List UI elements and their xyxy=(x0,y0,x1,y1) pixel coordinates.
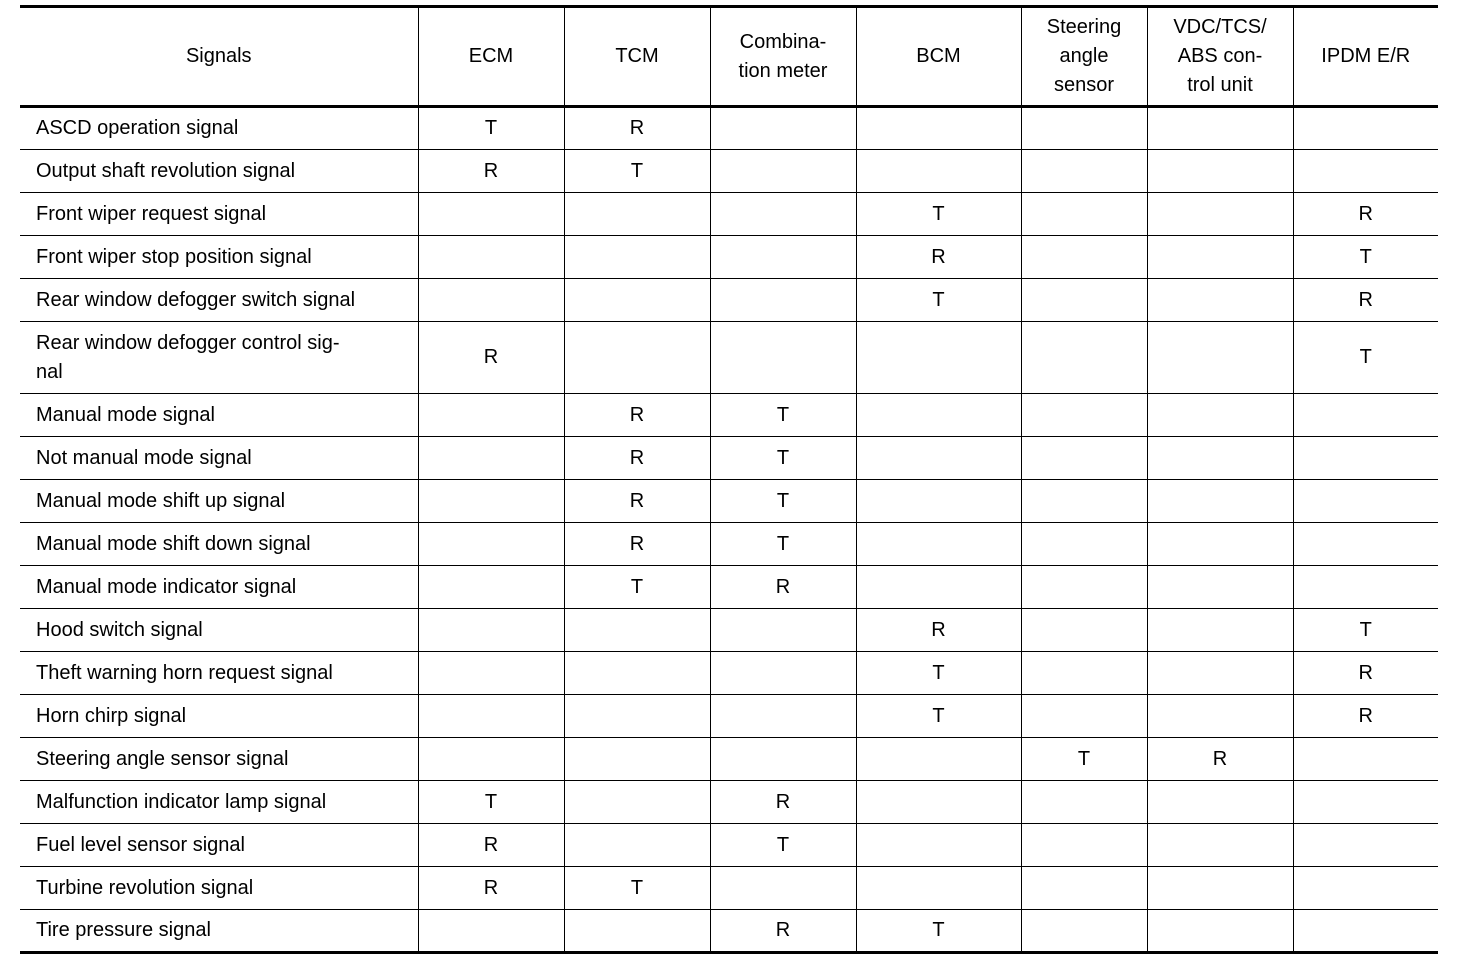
signal-cell: R xyxy=(1293,652,1438,695)
signal-cell xyxy=(418,910,564,953)
signal-cell xyxy=(1147,322,1293,394)
table-row xyxy=(20,480,1438,523)
signal-cell xyxy=(856,107,1021,150)
signal-cell xyxy=(710,193,856,236)
signal-cell xyxy=(856,738,1021,781)
column-header: ECM xyxy=(418,7,564,107)
header-row xyxy=(20,7,1438,107)
table-row xyxy=(20,824,1438,867)
signal-cell: T xyxy=(856,652,1021,695)
signal-cell xyxy=(1021,236,1147,279)
signal-cell xyxy=(1147,279,1293,322)
table-row xyxy=(20,107,1438,150)
signal-cell xyxy=(1021,824,1147,867)
signal-cell xyxy=(1293,437,1438,480)
signal-cell: R xyxy=(564,437,710,480)
table-row xyxy=(20,394,1438,437)
signal-cell xyxy=(856,824,1021,867)
signal-cell: R xyxy=(418,150,564,193)
signal-cell: R xyxy=(710,566,856,609)
signal-cell: R xyxy=(1293,695,1438,738)
signal-name: Tire pressure signal xyxy=(20,910,418,953)
table-row xyxy=(20,236,1438,279)
signal-cell: T xyxy=(710,523,856,566)
signal-cell xyxy=(1021,652,1147,695)
signal-cell: R xyxy=(856,609,1021,652)
signal-cell xyxy=(1021,695,1147,738)
signal-cell xyxy=(564,322,710,394)
signal-name: Horn chirp signal xyxy=(20,695,418,738)
signal-cell xyxy=(1293,150,1438,193)
signal-cell: T xyxy=(710,480,856,523)
signal-cell: T xyxy=(564,867,710,910)
signal-cell xyxy=(1147,566,1293,609)
signal-name: Manual mode indicator signal xyxy=(20,566,418,609)
signal-cell: T xyxy=(564,566,710,609)
signal-cell xyxy=(1293,867,1438,910)
signal-cell xyxy=(1147,824,1293,867)
signal-cell xyxy=(418,394,564,437)
signal-cell xyxy=(710,867,856,910)
signal-cell xyxy=(564,824,710,867)
signal-cell: R xyxy=(418,867,564,910)
signal-cell: R xyxy=(1293,279,1438,322)
table-header xyxy=(20,7,1438,107)
table-row xyxy=(20,193,1438,236)
signal-name: ASCD operation signal xyxy=(20,107,418,150)
signal-cell xyxy=(418,523,564,566)
signal-cell xyxy=(856,394,1021,437)
column-header-signals: Signals xyxy=(20,7,418,107)
signal-cell xyxy=(856,437,1021,480)
signal-cell xyxy=(564,738,710,781)
signal-cell: R xyxy=(564,523,710,566)
signal-name: Theft warning horn request signal xyxy=(20,652,418,695)
signal-cell xyxy=(418,695,564,738)
signal-cell: R xyxy=(710,781,856,824)
signal-cell xyxy=(564,279,710,322)
signal-cell xyxy=(1021,523,1147,566)
signal-cell xyxy=(1147,781,1293,824)
signal-cell: T xyxy=(1293,322,1438,394)
column-header: Combina- tion meter xyxy=(710,7,856,107)
signal-cell: T xyxy=(710,824,856,867)
signal-cell xyxy=(418,609,564,652)
signal-cell xyxy=(856,566,1021,609)
signal-cell xyxy=(1147,910,1293,953)
signal-cell: T xyxy=(856,193,1021,236)
signal-name: Not manual mode signal xyxy=(20,437,418,480)
signal-cell xyxy=(856,150,1021,193)
signal-name: Front wiper request signal xyxy=(20,193,418,236)
signal-cell xyxy=(1021,566,1147,609)
signal-cell xyxy=(710,322,856,394)
signal-name: Fuel level sensor signal xyxy=(20,824,418,867)
signal-name: Manual mode shift down signal xyxy=(20,523,418,566)
signal-cell xyxy=(710,695,856,738)
signal-cell xyxy=(710,652,856,695)
signal-cell xyxy=(1021,480,1147,523)
signal-cell xyxy=(856,781,1021,824)
signal-cell xyxy=(1021,150,1147,193)
signal-cell xyxy=(418,480,564,523)
signal-cell xyxy=(1147,652,1293,695)
table-row xyxy=(20,652,1438,695)
signal-cell: T xyxy=(564,150,710,193)
signal-cell xyxy=(418,236,564,279)
column-header: TCM xyxy=(564,7,710,107)
signal-cell xyxy=(564,910,710,953)
signals-table xyxy=(20,5,1438,954)
signal-cell: R xyxy=(1147,738,1293,781)
table-row xyxy=(20,523,1438,566)
signal-cell: T xyxy=(1293,609,1438,652)
signal-cell xyxy=(1147,193,1293,236)
signal-name: Malfunction indicator lamp signal xyxy=(20,781,418,824)
signal-cell xyxy=(710,738,856,781)
signal-cell: T xyxy=(418,781,564,824)
signal-cell xyxy=(418,193,564,236)
signal-cell xyxy=(1147,236,1293,279)
signal-cell xyxy=(418,279,564,322)
signal-cell xyxy=(1147,523,1293,566)
signal-cell xyxy=(564,695,710,738)
signal-name: Front wiper stop position signal xyxy=(20,236,418,279)
signal-cell xyxy=(1021,609,1147,652)
signal-cell: T xyxy=(418,107,564,150)
table-row xyxy=(20,695,1438,738)
signal-cell: R xyxy=(418,824,564,867)
signal-cell: T xyxy=(856,910,1021,953)
signal-cell xyxy=(710,107,856,150)
table-row xyxy=(20,437,1438,480)
signal-cell: R xyxy=(564,480,710,523)
signal-cell xyxy=(1147,437,1293,480)
signal-cell: T xyxy=(1293,236,1438,279)
signal-name: Steering angle sensor signal xyxy=(20,738,418,781)
signal-cell xyxy=(418,738,564,781)
signal-cell xyxy=(1293,781,1438,824)
signal-cell: T xyxy=(856,279,1021,322)
column-header: BCM xyxy=(856,7,1021,107)
signal-cell xyxy=(1293,107,1438,150)
signal-cell xyxy=(1293,566,1438,609)
signal-cell xyxy=(1147,867,1293,910)
signal-cell xyxy=(1021,322,1147,394)
signal-cell xyxy=(1021,193,1147,236)
signal-cell xyxy=(856,322,1021,394)
signal-cell xyxy=(1293,523,1438,566)
signal-name: Manual mode shift up signal xyxy=(20,480,418,523)
signal-cell xyxy=(1021,279,1147,322)
signal-cell xyxy=(418,652,564,695)
signal-name: Hood switch signal xyxy=(20,609,418,652)
table-row xyxy=(20,609,1438,652)
signal-cell xyxy=(710,150,856,193)
signal-name: Turbine revolution signal xyxy=(20,867,418,910)
signal-cell xyxy=(1147,480,1293,523)
signal-cell xyxy=(564,193,710,236)
table-row xyxy=(20,781,1438,824)
signal-cell xyxy=(1147,150,1293,193)
signal-cell xyxy=(564,236,710,279)
signal-cell xyxy=(710,609,856,652)
signal-name: Output shaft revolution signal xyxy=(20,150,418,193)
signal-cell: T xyxy=(710,394,856,437)
signal-cell xyxy=(1293,910,1438,953)
table-row xyxy=(20,566,1438,609)
signal-cell xyxy=(1293,394,1438,437)
signal-cell xyxy=(1021,437,1147,480)
signal-cell xyxy=(418,437,564,480)
signal-cell xyxy=(1147,695,1293,738)
table-row xyxy=(20,910,1438,953)
signal-cell xyxy=(1147,394,1293,437)
table-body xyxy=(20,107,1438,953)
signal-cell xyxy=(564,652,710,695)
signal-cell xyxy=(856,523,1021,566)
signal-cell: T xyxy=(856,695,1021,738)
signal-cell: T xyxy=(1021,738,1147,781)
signal-cell: R xyxy=(564,107,710,150)
table-row xyxy=(20,150,1438,193)
table-row xyxy=(20,867,1438,910)
table-row xyxy=(20,738,1438,781)
signal-cell xyxy=(856,480,1021,523)
signal-cell xyxy=(710,236,856,279)
signal-cell: R xyxy=(564,394,710,437)
signal-cell xyxy=(1147,107,1293,150)
signal-name: Manual mode signal xyxy=(20,394,418,437)
signal-name: Rear window defogger switch signal xyxy=(20,279,418,322)
table-row xyxy=(20,322,1438,394)
signal-cell: R xyxy=(856,236,1021,279)
signal-cell xyxy=(1021,394,1147,437)
signal-cell: R xyxy=(1293,193,1438,236)
column-header: Steering angle sensor xyxy=(1021,7,1147,107)
signal-cell xyxy=(1021,867,1147,910)
signal-cell xyxy=(1293,480,1438,523)
signal-cell xyxy=(1293,824,1438,867)
signal-cell xyxy=(856,867,1021,910)
signal-cell xyxy=(710,279,856,322)
signal-cell xyxy=(1147,609,1293,652)
signal-cell xyxy=(1021,910,1147,953)
column-header: IPDM E/R xyxy=(1293,7,1438,107)
signal-cell xyxy=(1021,781,1147,824)
signal-cell xyxy=(1021,107,1147,150)
signal-cell xyxy=(564,609,710,652)
table-row xyxy=(20,279,1438,322)
signal-name: Rear window defogger control sig- nal xyxy=(20,322,418,394)
signal-cell: T xyxy=(710,437,856,480)
signal-cell: R xyxy=(710,910,856,953)
signal-cell: R xyxy=(418,322,564,394)
signal-cell xyxy=(418,566,564,609)
signal-cell xyxy=(564,781,710,824)
column-header: VDC/TCS/ ABS con- trol unit xyxy=(1147,7,1293,107)
signal-cell xyxy=(1293,738,1438,781)
